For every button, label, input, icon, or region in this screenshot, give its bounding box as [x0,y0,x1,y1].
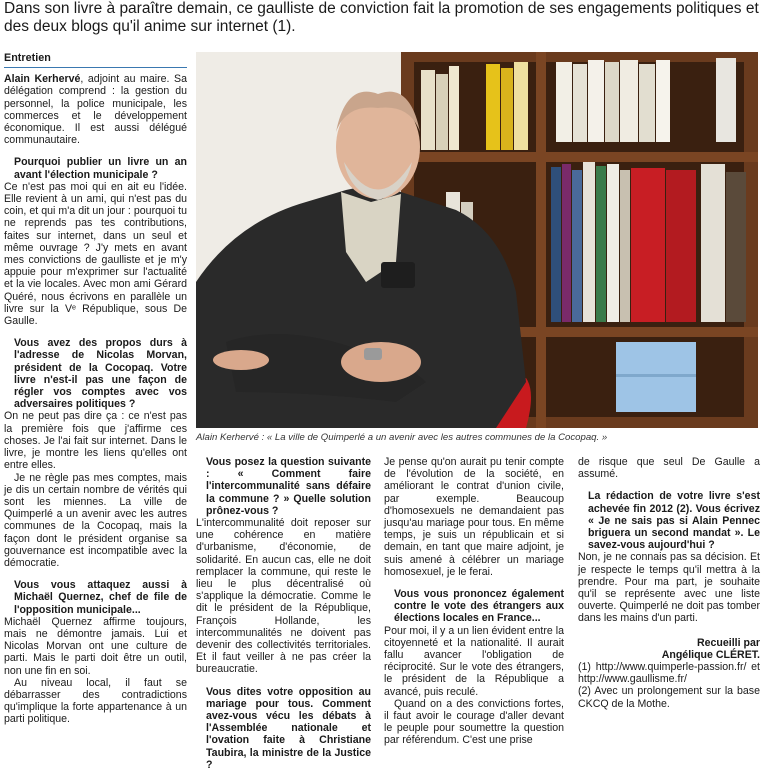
signature-line-2: Angélique CLÉRET. [661,648,760,661]
footnote-2: (2) Avec un prolongement sur la base CKCQ de la Mothe. [578,685,760,710]
column-2 [196,456,371,771]
question-paragraph: La rédaction de votre livre s'est achevée fin 2012 (2). Vous écrivez « Je ne sais pas si Alain Pennec briguera un second mandat ». Le savez-vous aujourd'hui ? [588,490,760,552]
signature [578,637,760,661]
col2-body [196,456,371,771]
answer-paragraph: Au niveau local, il faut se débarrasser des contradictions qu'implique la forte appartenance à un parti politique. [4,676,187,726]
answer-paragraph: Pour moi, il y a un lien évident entre la citoyenneté et la nationalité. Il aurait fallu avancer l'obligation de réciprocité. Sur le vote des étrangers, le président de la République a avancé, puis reculé. [384,624,564,698]
footnote-1: (1) http://www.quimperle-passion.fr/ et http://www.gaullisme.fr/ [578,661,760,686]
col3-body [384,456,564,747]
question-paragraph: Vous vous prononcez également contre le vote des étrangers aux élections locales en France... [394,588,564,625]
lede-headline: Dans son livre à paraître demain, ce gaulliste de conviction fait la promotion de ses engagements politiques et des deux blogs qu'il anime sur internet (1). [4,0,759,35]
answer-paragraph: Quand on a des convictions fortes, il faut avoir le courage d'aller devant le peuple pour soumettre la question par référendum. C'est une prise [384,697,564,747]
column-3 [384,456,564,747]
question-paragraph: Vous vous attaquez aussi à Michaël Quernez, chef de file de l'opposition municipale... [14,579,187,616]
portrait-photo [196,52,758,428]
answer-paragraph: Non, je ne connais pas sa décision. Et je respecte le temps qu'il mettra à la prendre. Pour ma part, je souhaite qu'il se représente avec une liste ouverte. Quimperlé ne doit pas tomber dans les mains d'un parti. [578,551,760,625]
answer-paragraph: Ce n'est pas moi qui en ait eu l'idée. Elle revient à un ami, qui n'est pas du coin, et qui m'a dit un jour : pourquoi tu ne reprends pas tes contributions, faites sur internet, dans un seul et même ouvrage ? J'y mets en avant mes convictions de gaulliste et je m'y appuie pour m'exprimer sur l'actualité et la vie locales. Avec mon ami Gérard Quéré, nous écrivons en parallèle un livre sur la Vᵉ République, sous De Gaulle. [4,180,187,328]
col4-body [578,456,760,625]
question-paragraph: Pourquoi publier un livre un an avant l'élection municipale ? [14,156,187,181]
photo-caption: Alain Kerhervé : « La ville de Quimperlé a un avenir avec les autres communes de la Cocopaq. » [196,432,608,443]
intro-name: Alain Kerhervé [4,73,81,86]
answer-paragraph: Je pense qu'on aurait pu tenir compte de l'évolution de la société, en améliorant le contrat d'union civile, par exemple. Beaucoup d'homosexuels ne demandaient pas jusqu'au mariage pour tous. En même temps, je suis un républicain et si demain, en tant que maire adjoint, je suis amené à célébrer un mariage homosexuel, je le ferai. [384,456,564,578]
intro-paragraph [4,73,187,146]
portrait-illustration [196,52,758,428]
answer-paragraph: Michaël Quernez affirme toujours, mais ne démontre jamais. Lui et Nicolas Morvan ont une culture de parti. Mais le parti doit être un outil, non une fin en soi. [4,615,187,677]
question-paragraph: Vous posez la question suivante : « Comment faire l'intercommunalité sans défaire la commune ? » Quelle solution prônez-vous ? [206,456,371,517]
answer-paragraph: L'intercommunalité doit reposer sur une cohérence en matière d'urbanisme, d'économie, de solidarité. En aucun cas, elle ne doit remplacer la commune, qui reste le lieu le plus décentralisé où s'applique la démocratie. Comme le dit le président de la République, François Hollande, les intercommunalités ne doivent pas devenir des collectivités territoriales. Et il faut veiller à ne pas créer la bureaucratie. [196,517,371,676]
rubric-label: Entretien [4,52,187,68]
signature-line-1: Recueilli par [697,636,760,649]
col1-body [4,156,187,725]
question-paragraph: Vous avez des propos durs à l'adresse de Nicolas Morvan, président de la Cocopaq. Votre livre n'est-il pas une façon de régler vos comptes avec vos adversaires politiques ? [14,337,187,411]
answer-paragraph: On ne peut pas dire ça : ce n'est pas la première fois que j'affirme ces choses. Je l'ai fait sur internet. Dans le livre, je montre les liens qu'elles ont entre elles. [4,410,187,472]
answer-paragraph: Je ne règle pas mes comptes, mais je dis un certain nombre de vérités qui sont les miennes. La ville de Quimperlé a un avenir avec les autres communes de la Cocopaq, mais la façon dont le président organise sa gouvernance est incompatible avec la démocratie. [4,471,187,569]
question-paragraph: Vous dites votre opposition au mariage pour tous. Comment avez-vous vécu les débats à l'Assemblée nationale et l'ovation faite à Christiane Taubira, la ministre de la Justice ? [206,685,371,771]
column-4 [578,456,760,710]
intro-text: , adjoint au maire. Sa délégation comprend : la gestion du personnel, la police municipale, les commerces et le développement économique. Il est aussi délégué communautaire. [4,73,188,147]
column-1 [4,52,187,726]
answer-paragraph: de risque que seul De Gaulle a assumé. [578,456,760,481]
